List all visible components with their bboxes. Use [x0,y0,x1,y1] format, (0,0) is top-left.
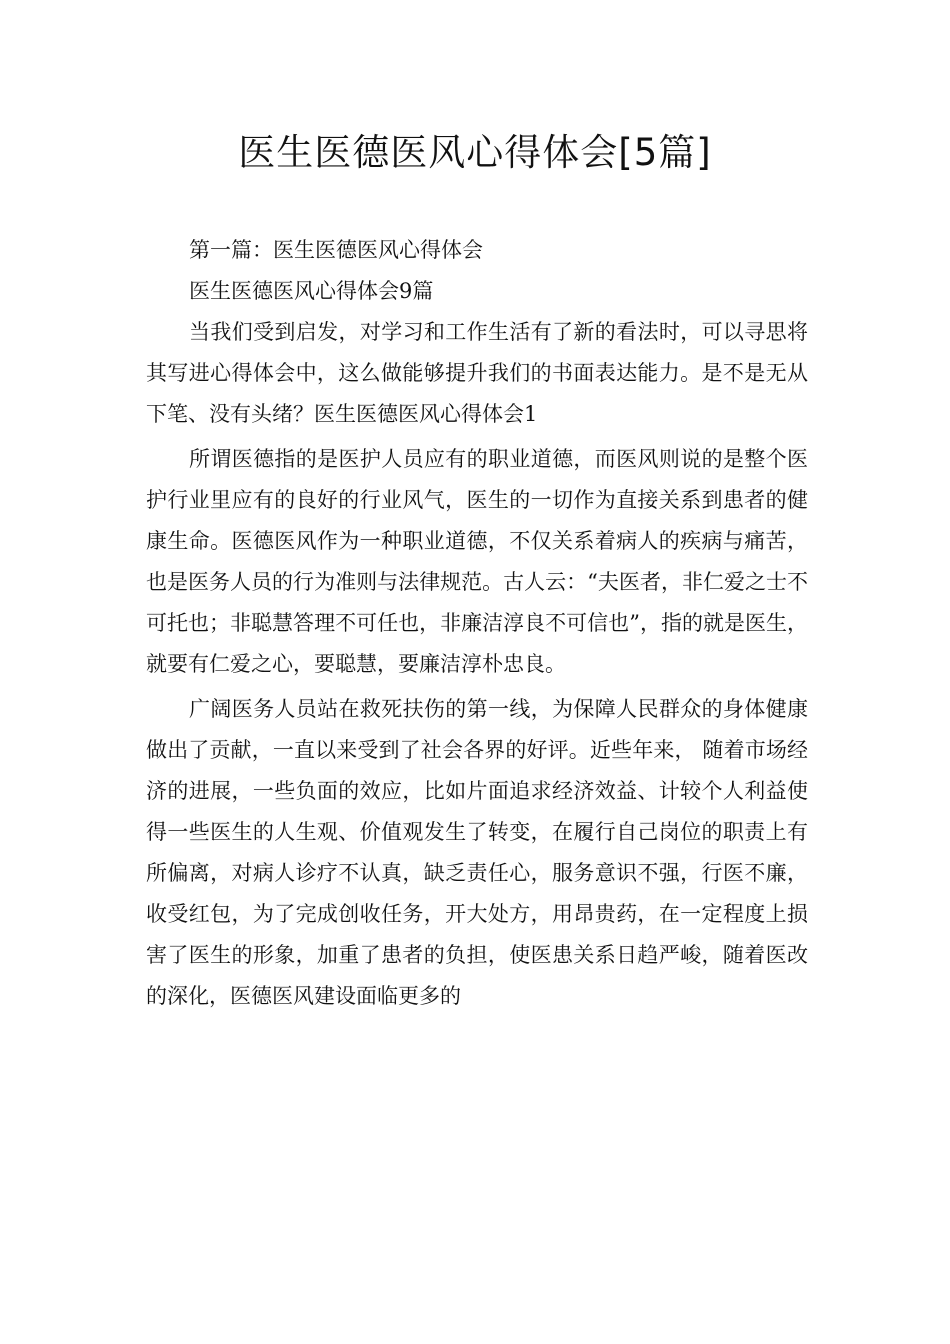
paragraph-medical-staff: 广阔医务人员站在救死扶伤的第一线，为保障人民群众的身体健康做出了贡献，一直以来受到了社会各界的好评。近些年来， 随着市场经济的进展，一些负面的效应，比如片面追求经济效益、计较个人利益使得一些医生的人生观、价值观发生了转变，在履行自己岗位的职责上有所偏离，对病人诊疗不认真，缺乏责任心，服务意识不强，行医不廉，收受红包，为了完成创收任务，开大处方，用昂贵药，在一定程度上损害了医生的形象，加重了患者的负担，使医患关系日趋严峻，随着医改的深化，医德医风建设面临更多的 [146,697,808,1008]
paragraph-section-heading: 第一篇：医生医德医风心得体会 [189,238,483,262]
paragraph-intro: 当我们受到启发，对学习和工作生活有了新的看法时，可以寻思将其写进心得体会中，这么做能够提升我们的书面表达能力。是不是无从下笔、没有头绪？医生医德医风心得体会1 [146,320,808,426]
paragraph-medical-ethics: 所谓医德指的是医护人员应有的职业道德，而医风则说的是整个医护行业里应有的良好的行业风气，医生的一切作为直接关系到患者的健康生命。医德医风作为一种职业道德，不仅关系着病人的疾病与痛苦，也是医务人员的行为准则与法律规范。古人云：“夫医者，非仁爱之士不可托也；非聪慧答理不可任也，非廉洁淳良不可信也”，指的就是医生，就要有仁爱之心，要聪慧，要廉洁淳朴忠良。 [146,447,808,676]
paragraph-subheading: 医生医德医风心得体会9篇 [189,279,434,303]
document-title: 医生医德医风心得体会[5篇] [238,131,712,174]
document-body [146,230,808,1017]
